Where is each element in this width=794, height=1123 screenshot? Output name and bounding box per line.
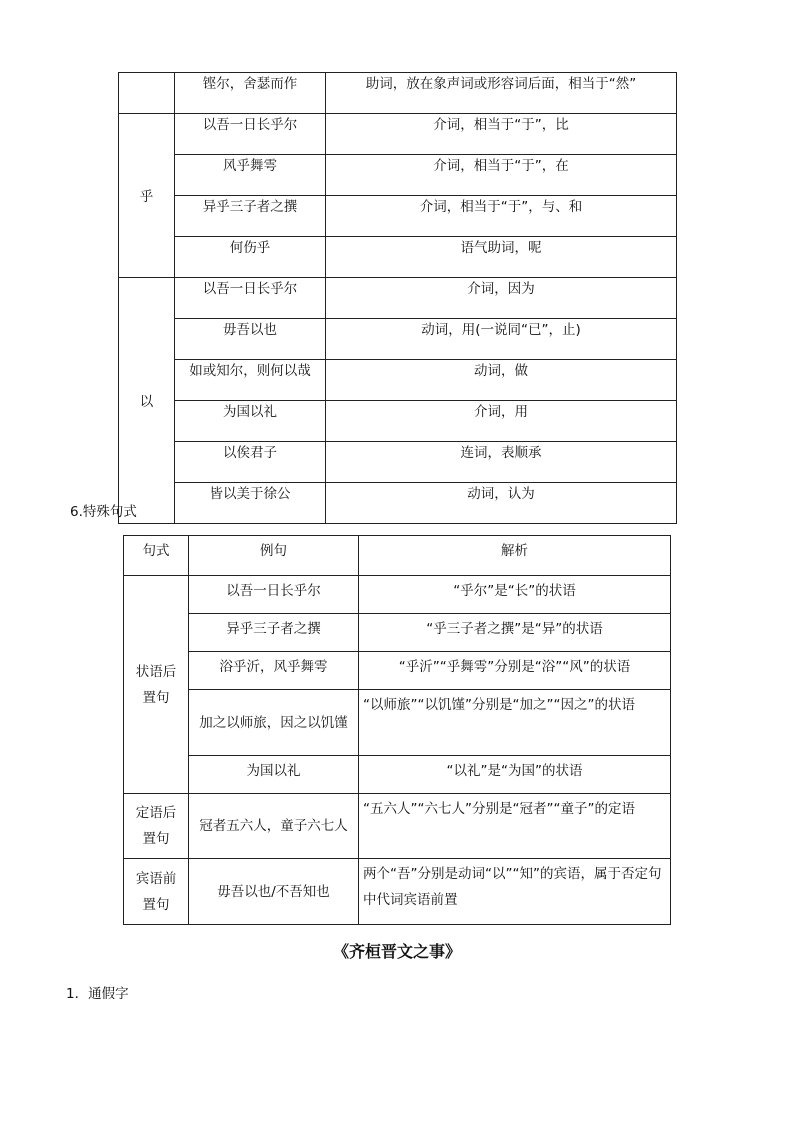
analysis-cell: 介词，用 [326,401,677,442]
example-cell: 加之以师旅，因之以饥馑 [189,690,359,756]
analysis-cell: “以礼”是“为国”的状语 [359,756,671,794]
example-cell: 如或知尔，则何以哉 [175,360,326,401]
table-row [119,73,677,114]
example-cell: 冠者五六人，童子六七人 [189,794,359,859]
example-cell: 浴乎沂，风乎舞雩 [189,652,359,690]
table-row [124,614,671,652]
analysis-cell: 动词，认为 [326,483,677,524]
example-cell: 风乎舞雩 [175,155,326,196]
example-cell: 皆以美于徐公 [175,483,326,524]
analysis-cell: 介词，相当于“于”，与、和 [326,196,677,237]
analysis-cell: 语气助词，呢 [326,237,677,278]
table-header-row [124,536,671,576]
section-heading: 6.特殊句式 [70,504,137,520]
example-cell: 以吾一日长乎尔 [175,278,326,319]
analysis-cell: “乎沂”“乎舞雩”分别是“浴”“风”的状语 [359,652,671,690]
char-cell: 乎 [119,114,175,278]
example-cell: 何伤乎 [175,237,326,278]
table-row [119,278,677,319]
function-word-table [118,72,677,524]
table-row [119,196,677,237]
table-row [119,483,677,524]
analysis-cell: “以师旅”“以饥馑”分别是“加之”“因之”的状语 [359,690,671,756]
type-label: 宾语前 [135,870,177,887]
table-row [124,859,671,925]
analysis-cell: “五六人”“六七人”分别是“冠者”“童子”的定语 [359,794,671,859]
example-cell: 异乎三子者之撰 [189,614,359,652]
section-heading: 1．通假字 [66,986,129,1002]
example-cell: 以吾一日长乎尔 [189,576,359,614]
analysis-cell: 动词，用(一说同“已”，止) [326,319,677,360]
example-cell: 铿尔，舍瑟而作 [175,73,326,114]
table-row [119,401,677,442]
table-row [124,756,671,794]
special-sentence-table [123,535,671,925]
table-row [119,442,677,483]
table-row [124,690,671,756]
char-cell: 以 [119,278,175,524]
analysis-cell: 动词，做 [326,360,677,401]
type-cell [124,794,189,859]
table-row [124,652,671,690]
header-cell: 解析 [359,536,671,576]
type-label: 状语后 [135,663,177,680]
type-label: 置句 [142,831,170,847]
example-cell: 异乎三子者之撰 [175,196,326,237]
article-title: 《齐桓晋文之事》 [332,942,461,961]
table-row [119,155,677,196]
type-cell [124,576,189,794]
table-row [119,237,677,278]
analysis-cell: “乎三子者之撰”是“异”的状语 [359,614,671,652]
header-cell: 句式 [124,536,189,576]
type-cell [124,859,189,925]
analysis-cell: 助词，放在象声词或形容词后面，相当于“然” [326,73,677,114]
example-cell: 毋吾以也 [175,319,326,360]
table-row [119,114,677,155]
analysis-cell: “乎尔”是“长”的状语 [359,576,671,614]
char-cell [119,73,175,114]
type-label: 定语后 [135,805,177,821]
type-label: 置句 [142,689,170,706]
example-cell: 为国以礼 [189,756,359,794]
analysis-cell: 介词，相当于“于”，比 [326,114,677,155]
example-cell: 为国以礼 [175,401,326,442]
analysis-cell: 两个“吾”分别是动词“以”“知”的宾语，属于否定句中代词宾语前置 [359,859,671,925]
analysis-cell: 介词，因为 [326,278,677,319]
table-row [124,576,671,614]
type-label: 置句 [142,896,170,913]
table-row [119,360,677,401]
example-cell: 毋吾以也/不吾知也 [189,859,359,925]
table-row [124,794,671,859]
table-row [119,319,677,360]
analysis-cell: 介词，相当于“于”，在 [326,155,677,196]
analysis-cell: 连词，表顺承 [326,442,677,483]
example-cell: 以吾一日长乎尔 [175,114,326,155]
header-cell: 例句 [189,536,359,576]
example-cell: 以俟君子 [175,442,326,483]
